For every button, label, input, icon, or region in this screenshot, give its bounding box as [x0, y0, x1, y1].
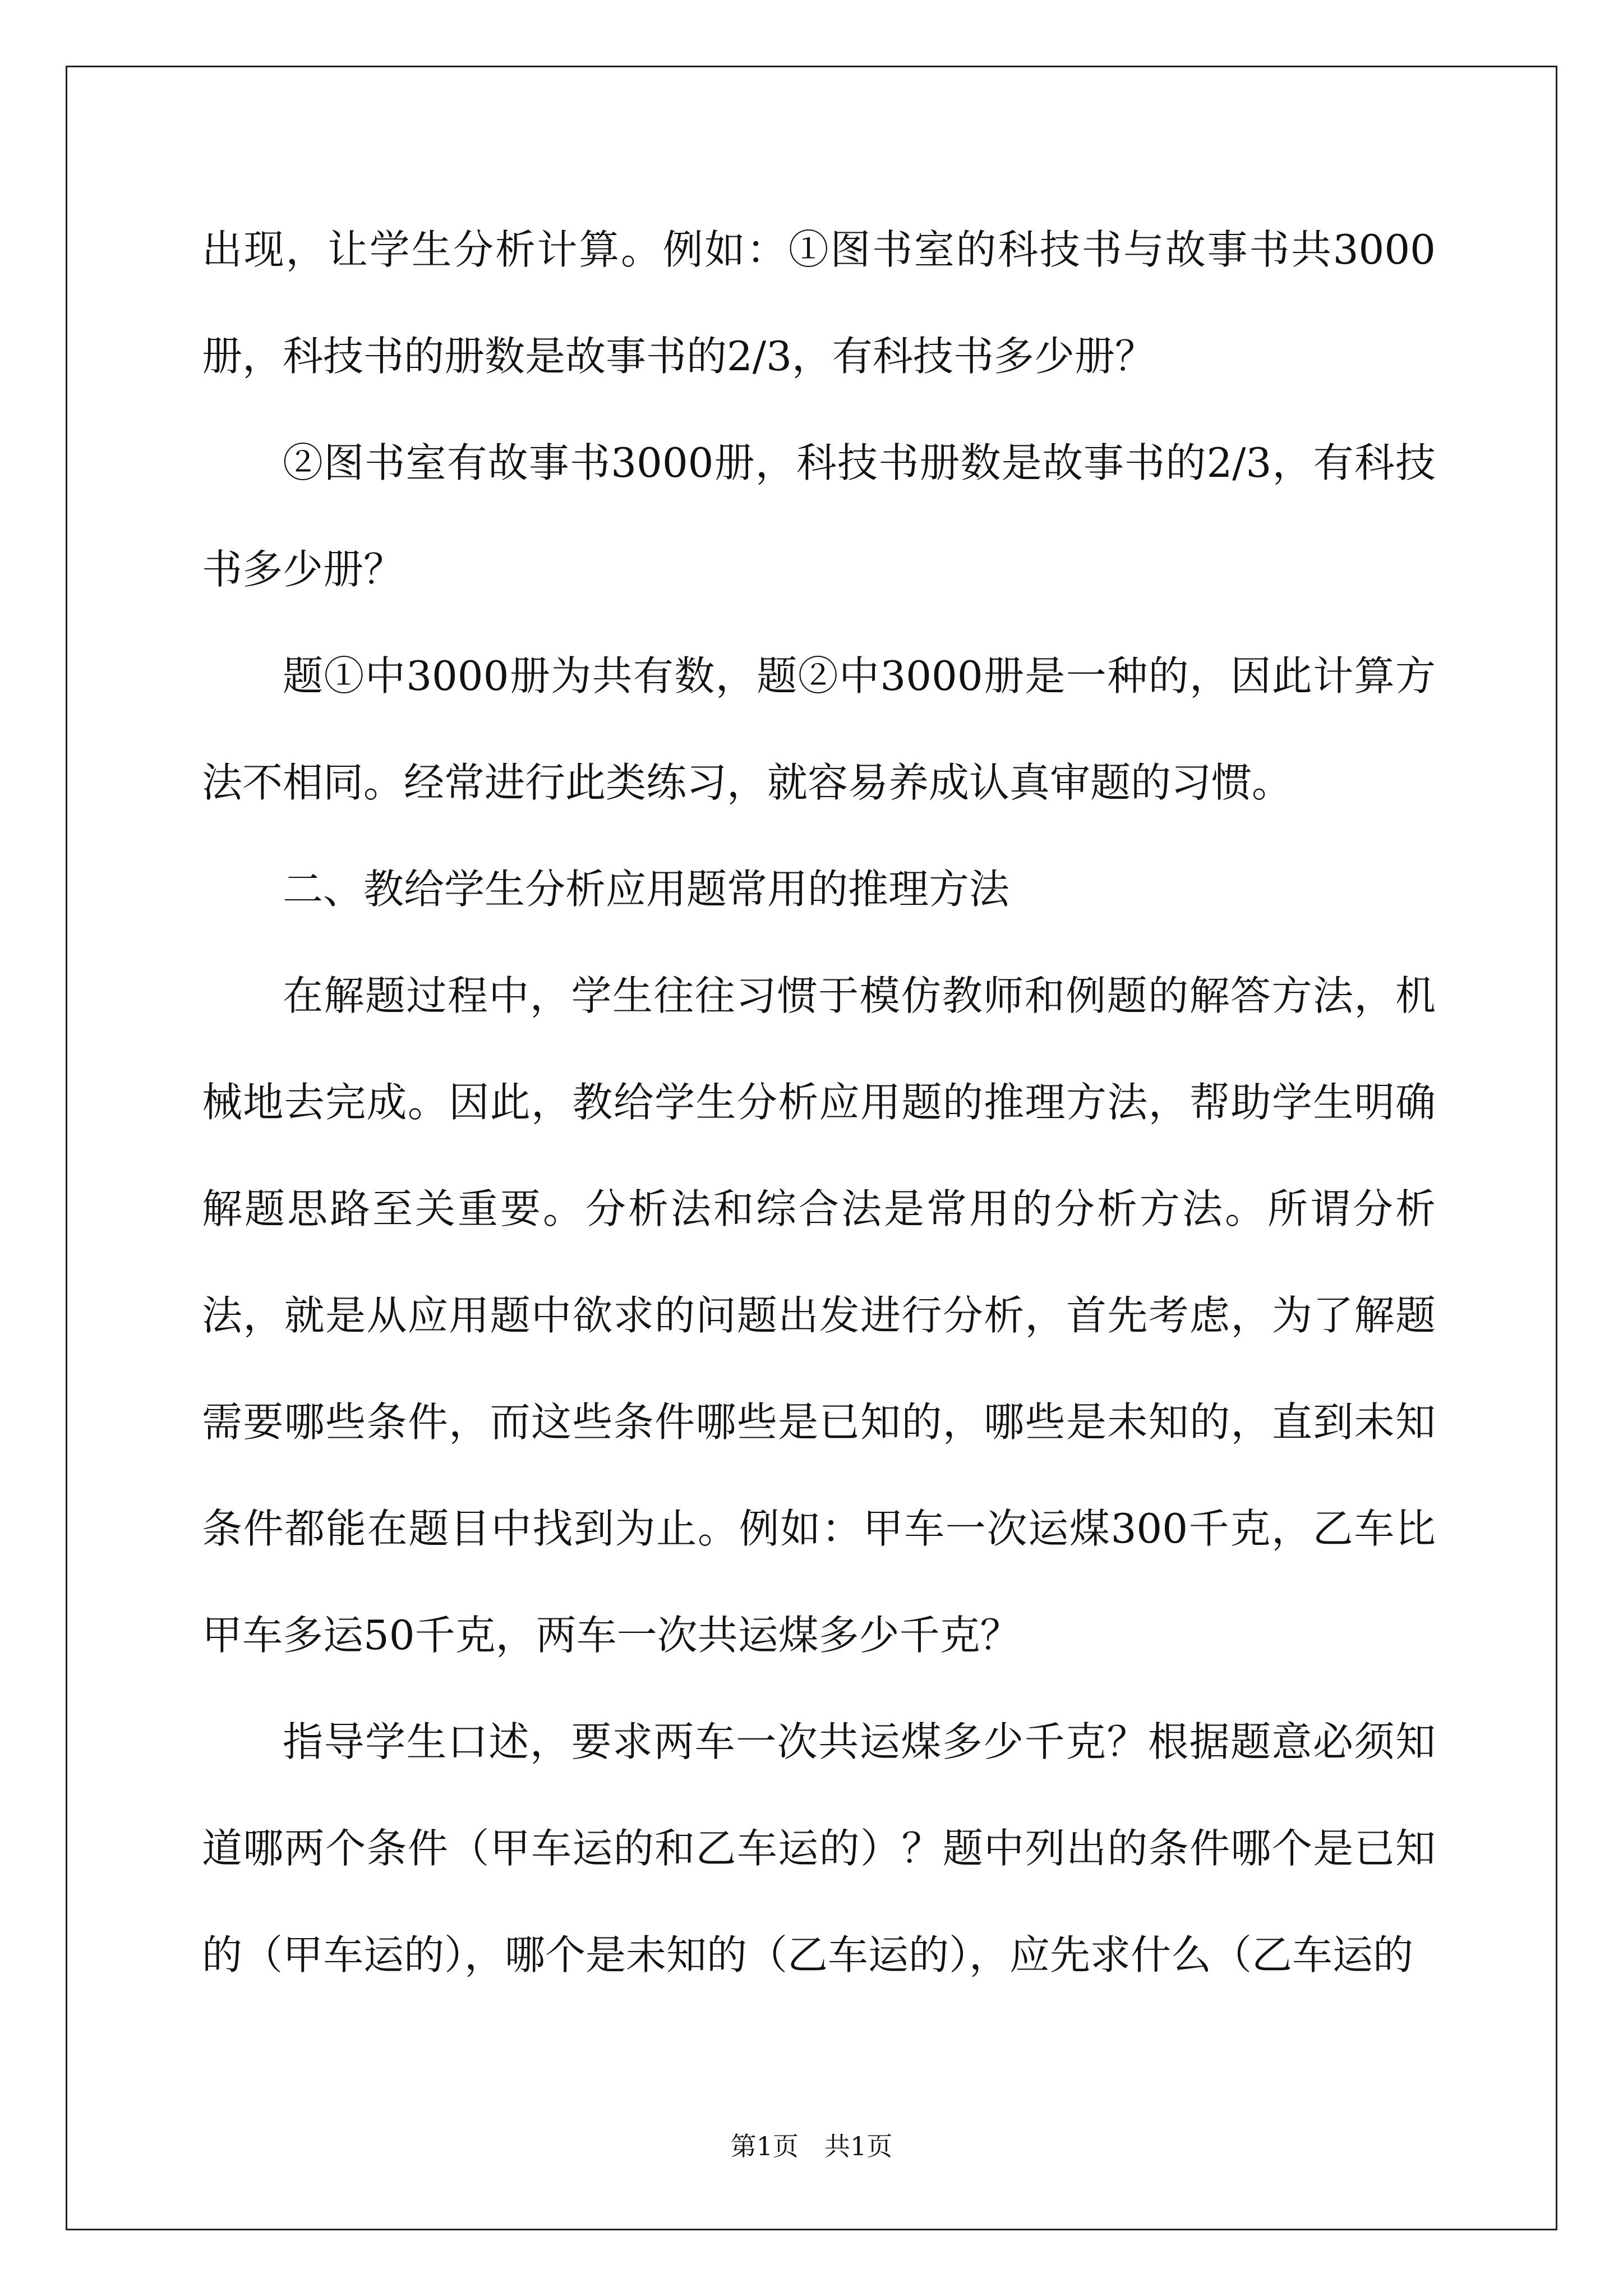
- paragraph-4: 在解题过程中，学生往往习惯于模仿教师和例题的解答方法，机械地去完成。因此，教给学生分析应用题的推理方法，帮助学生明确解题思路至关重要。分析法和综合法是常用的分析方法。所谓分析法，就是从应用题中欲求的问题出发进行分析，首先考虑，为了解题需要哪些条件，而这些条件哪些是已知的，哪些是未知的，直到未知条件都能在题目中找到为止。例如：甲车一次运煤300千克，乙车比甲车多运50千克，两车一次共运煤多少千克？: [202, 972, 1436, 1659]
- document-body: [202, 196, 1436, 2008]
- paragraph-5: 指导学生口述，要求两车一次共运煤多少千克？根据题意必须知道哪两个条件（甲车运的和乙车运的）？题中列出的条件哪个是已知的（甲车运的），哪个是未知的（乙车运的），应先求什么（乙车运的: [202, 1718, 1436, 1978]
- paragraph-2: ②图书室有故事书3000册，科技书册数是故事书的2/3，有科技书多少册？: [202, 439, 1436, 593]
- page-number-footer: 第1页 共1页: [730, 2131, 893, 2161]
- paragraph-1: 出现，让学生分析计算。例如：①图书室的科技书与故事书共3000册，科技书的册数是故事书的2/3，有科技书多少册？: [202, 226, 1436, 380]
- section-heading: 二、教给学生分析应用题常用的推理方法: [283, 866, 1010, 913]
- paragraph-3: 题①中3000册为共有数，题②中3000册是一种的，因此计算方法不相同。经常进行此类练习，就容易养成认真审题的习惯。: [202, 652, 1436, 806]
